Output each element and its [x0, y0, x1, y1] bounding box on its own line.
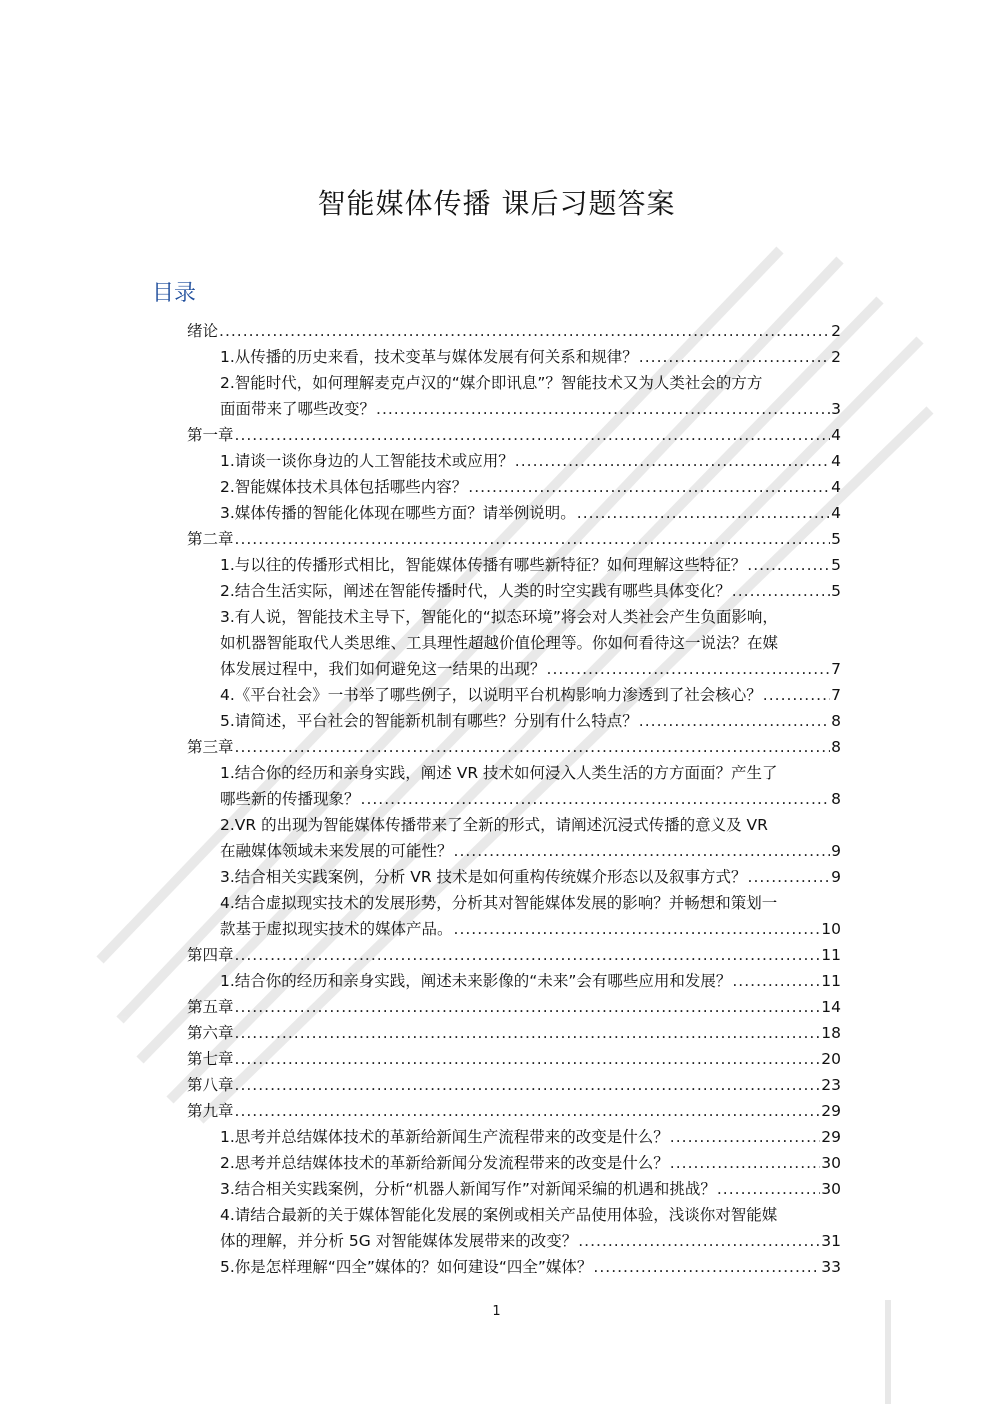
- dot-leader: [748, 864, 831, 890]
- toc-page-number: 20: [821, 1050, 841, 1068]
- toc-entry-text: 第四章: [187, 946, 234, 964]
- toc-entry-text: 绪论: [187, 322, 219, 340]
- toc-page-number: 14: [821, 998, 841, 1016]
- toc-page-number: 29: [821, 1102, 841, 1120]
- toc-question-entry[interactable]: [220, 552, 841, 578]
- dot-leader: [639, 708, 830, 734]
- toc-entry-text: 2.结合生活实际，阐述在智能传播时代，人类的时空实践有哪些具体变化？: [220, 582, 731, 600]
- toc-entry-text: 2.智能媒体技术具体包括哪些内容？: [220, 478, 468, 496]
- toc-entry-text: 1.从传播的历史来看，技术变革与媒体发展有何关系和规律？: [220, 348, 638, 366]
- toc-chapter-entry[interactable]: [187, 526, 841, 552]
- toc-chapter-entry[interactable]: [187, 1046, 841, 1072]
- dot-leader: [732, 968, 820, 994]
- toc-chapter-entry[interactable]: [187, 318, 841, 344]
- toc-page-number: 23: [821, 1076, 841, 1094]
- toc-page-number: 2: [831, 322, 841, 340]
- dot-leader: [376, 396, 830, 422]
- toc-entry-text-line: 1.结合你的经历和亲身实践，阐述 VR 技术如何浸入人类生活的方方面面？产生了: [220, 764, 778, 782]
- toc-question-entry[interactable]: [220, 890, 841, 942]
- toc-question-entry[interactable]: [220, 708, 841, 734]
- toc-page-number: 11: [821, 946, 841, 964]
- dot-leader: [577, 500, 830, 526]
- dot-leader: [235, 1072, 821, 1098]
- dot-leader: [361, 786, 831, 812]
- toc-entry-text: 1.与以往的传播形式相比，智能媒体传播有哪些新特征？如何理解这些特征？: [220, 556, 747, 574]
- toc-entry-text-line: 3.有人说，智能技术主导下，智能化的“拟态环境”将会对人类社会产生负面影响，: [220, 608, 778, 626]
- dot-leader: [235, 1046, 821, 1072]
- toc-page-number: 4: [831, 452, 841, 470]
- toc-page-number: 9: [831, 868, 841, 886]
- dot-leader: [235, 1020, 821, 1046]
- toc-question-entry[interactable]: [220, 1124, 841, 1150]
- toc-entry-text: 哪些新的传播现象？: [220, 790, 360, 808]
- toc-page-number: 7: [831, 660, 841, 678]
- toc-question-entry[interactable]: [220, 812, 841, 864]
- toc-page-number: 8: [831, 738, 841, 756]
- toc-page-number: 4: [831, 504, 841, 522]
- toc-page-number: 11: [821, 972, 841, 990]
- toc-entry-text: 在融媒体领域未来发展的可能性？: [220, 842, 453, 860]
- toc-question-entry[interactable]: [220, 682, 841, 708]
- toc-page-number: 31: [821, 1232, 841, 1250]
- toc-question-entry[interactable]: [220, 474, 841, 500]
- toc-entry-text: 2.思考并总结媒体技术的革新给新闻分发流程带来的改变是什么？: [220, 1154, 669, 1172]
- dot-leader: [235, 1098, 821, 1124]
- dot-leader: [235, 942, 821, 968]
- toc-page-number: 7: [831, 686, 841, 704]
- toc-entry-text: 5.你是怎样理解“四全”媒体的？如何建设“四全”媒体？: [220, 1258, 593, 1276]
- dot-leader: [732, 578, 830, 604]
- toc-entry-text: 第六章: [187, 1024, 234, 1042]
- toc-chapter-entry[interactable]: [187, 422, 841, 448]
- document-title: 智能媒体传播 课后习题答案: [317, 187, 676, 220]
- toc-page-number: 9: [831, 842, 841, 860]
- toc-question-entry[interactable]: [220, 604, 841, 682]
- dot-leader: [219, 318, 830, 344]
- toc-entry-text: 3.媒体传播的智能化体现在哪些方面？请举例说明。: [220, 504, 576, 522]
- toc-page-number: 5: [831, 582, 841, 600]
- dot-leader: [454, 916, 821, 942]
- toc-entry-text-line: 4.结合虚拟现实技术的发展形势，分析其对智能媒体发展的影响？并畅想和策划一: [220, 894, 778, 912]
- dot-leader: [454, 838, 831, 864]
- toc-entry-text: 面面带来了哪些改变？: [220, 400, 376, 418]
- toc-entry-text: 第七章: [187, 1050, 234, 1068]
- toc-entry-text: 第二章: [187, 530, 234, 548]
- toc-entry-text: 第一章: [187, 426, 234, 444]
- dot-leader: [670, 1124, 820, 1150]
- toc-page-number: 8: [831, 790, 841, 808]
- toc-chapter-entry[interactable]: [187, 1098, 841, 1124]
- dot-leader: [547, 656, 831, 682]
- toc-entry-text-line: 2.VR 的出现为智能媒体传播带来了全新的形式，请阐述沉浸式传播的意义及 VR: [220, 816, 768, 834]
- toc-chapter-entry[interactable]: [187, 1072, 841, 1098]
- toc-page-number: 3: [831, 400, 841, 418]
- toc-page-number: 33: [821, 1258, 841, 1276]
- toc-entry-text: 1.请谈一谈你身边的人工智能技术或应用？: [220, 452, 514, 470]
- toc-chapter-entry[interactable]: [187, 942, 841, 968]
- dot-leader: [235, 994, 821, 1020]
- toc-entry-text: 1.结合你的经历和亲身实践，阐述未来影像的“未来”会有哪些应用和发展？: [220, 972, 732, 990]
- toc-question-entry[interactable]: [220, 760, 841, 812]
- toc-page-number: 30: [821, 1154, 841, 1172]
- toc-entry-text: 体的理解，并分析 5G 对智能媒体发展带来的改变？: [220, 1232, 578, 1250]
- toc-page-number: 5: [831, 556, 841, 574]
- toc-entry-text: 体发展过程中，我们如何避免这一结果的出现？: [220, 660, 546, 678]
- toc-chapter-entry[interactable]: [187, 1020, 841, 1046]
- dot-leader: [235, 422, 831, 448]
- toc-page-number: 18: [821, 1024, 841, 1042]
- dot-leader: [593, 1254, 820, 1280]
- toc-page-number: 2: [831, 348, 841, 366]
- dot-leader: [717, 1176, 820, 1202]
- toc-page-number: 5: [831, 530, 841, 548]
- toc-page-number: 8: [831, 712, 841, 730]
- dot-leader: [235, 526, 831, 552]
- toc-question-entry[interactable]: [220, 1202, 841, 1254]
- toc-heading: 目录: [152, 281, 197, 306]
- dot-leader: [468, 474, 830, 500]
- toc-page-number: 30: [821, 1180, 841, 1198]
- toc-entry-text: 第五章: [187, 998, 234, 1016]
- toc-chapter-entry[interactable]: [187, 734, 841, 760]
- toc-entry-text: 5.请简述，平台社会的智能新机制有哪些？分别有什么特点？: [220, 712, 638, 730]
- toc-entry-text: 第八章: [187, 1076, 234, 1094]
- toc-page-number: 4: [831, 478, 841, 496]
- toc-page-number: 10: [821, 920, 841, 938]
- toc-entry-text-line: 2.智能时代，如何理解麦克卢汉的“媒介即讯息”？智能技术又为人类社会的方方: [220, 374, 763, 392]
- toc-entry-text: 3.结合相关实践案例，分析“机器人新闻写作”对新闻采编的机遇和挑战？: [220, 1180, 716, 1198]
- toc-question-entry[interactable]: [220, 1176, 841, 1202]
- toc-entry-text: 4.《平台社会》一书举了哪些例子，以说明平台机构影响力渗透到了社会核心？: [220, 686, 762, 704]
- toc-question-entry[interactable]: [220, 370, 841, 422]
- toc-question-entry[interactable]: [220, 1150, 841, 1176]
- toc-entry-text: 第三章: [187, 738, 234, 756]
- dot-leader: [515, 448, 830, 474]
- dot-leader: [235, 734, 831, 760]
- toc-page-number: 4: [831, 426, 841, 444]
- toc-question-entry[interactable]: [220, 864, 841, 890]
- toc-page-number: 29: [821, 1128, 841, 1146]
- toc-question-entry[interactable]: [220, 448, 841, 474]
- toc-question-entry[interactable]: [220, 1254, 841, 1280]
- dot-leader: [747, 552, 830, 578]
- toc-chapter-entry[interactable]: [187, 994, 841, 1020]
- toc-entry-text: 款基于虚拟现实技术的媒体产品。: [220, 920, 453, 938]
- toc-question-entry[interactable]: [220, 578, 841, 604]
- dot-leader: [578, 1228, 820, 1254]
- toc-question-entry[interactable]: [220, 344, 841, 370]
- page-number: 1: [492, 1304, 501, 1319]
- dot-leader: [639, 344, 830, 370]
- dot-leader: [763, 682, 830, 708]
- toc-entry-text-line: 4.请结合最新的关于媒体智能化发展的案例或相关产品使用体验，浅谈你对智能媒: [220, 1206, 778, 1224]
- toc-entry-text: 第九章: [187, 1102, 234, 1120]
- dot-leader: [670, 1150, 820, 1176]
- toc-entry-text-line: 如机器智能取代人类思维、工具理性超越价值伦理等。你如何看待这一说法？在媒: [220, 634, 779, 652]
- toc-question-entry[interactable]: [220, 968, 841, 994]
- toc-entry-text: 1.思考并总结媒体技术的革新给新闻生产流程带来的改变是什么？: [220, 1128, 669, 1146]
- toc-question-entry[interactable]: [220, 500, 841, 526]
- toc-entry-text: 3.结合相关实践案例，分析 VR 技术是如何重构传统媒介形态以及叙事方式？: [220, 868, 747, 886]
